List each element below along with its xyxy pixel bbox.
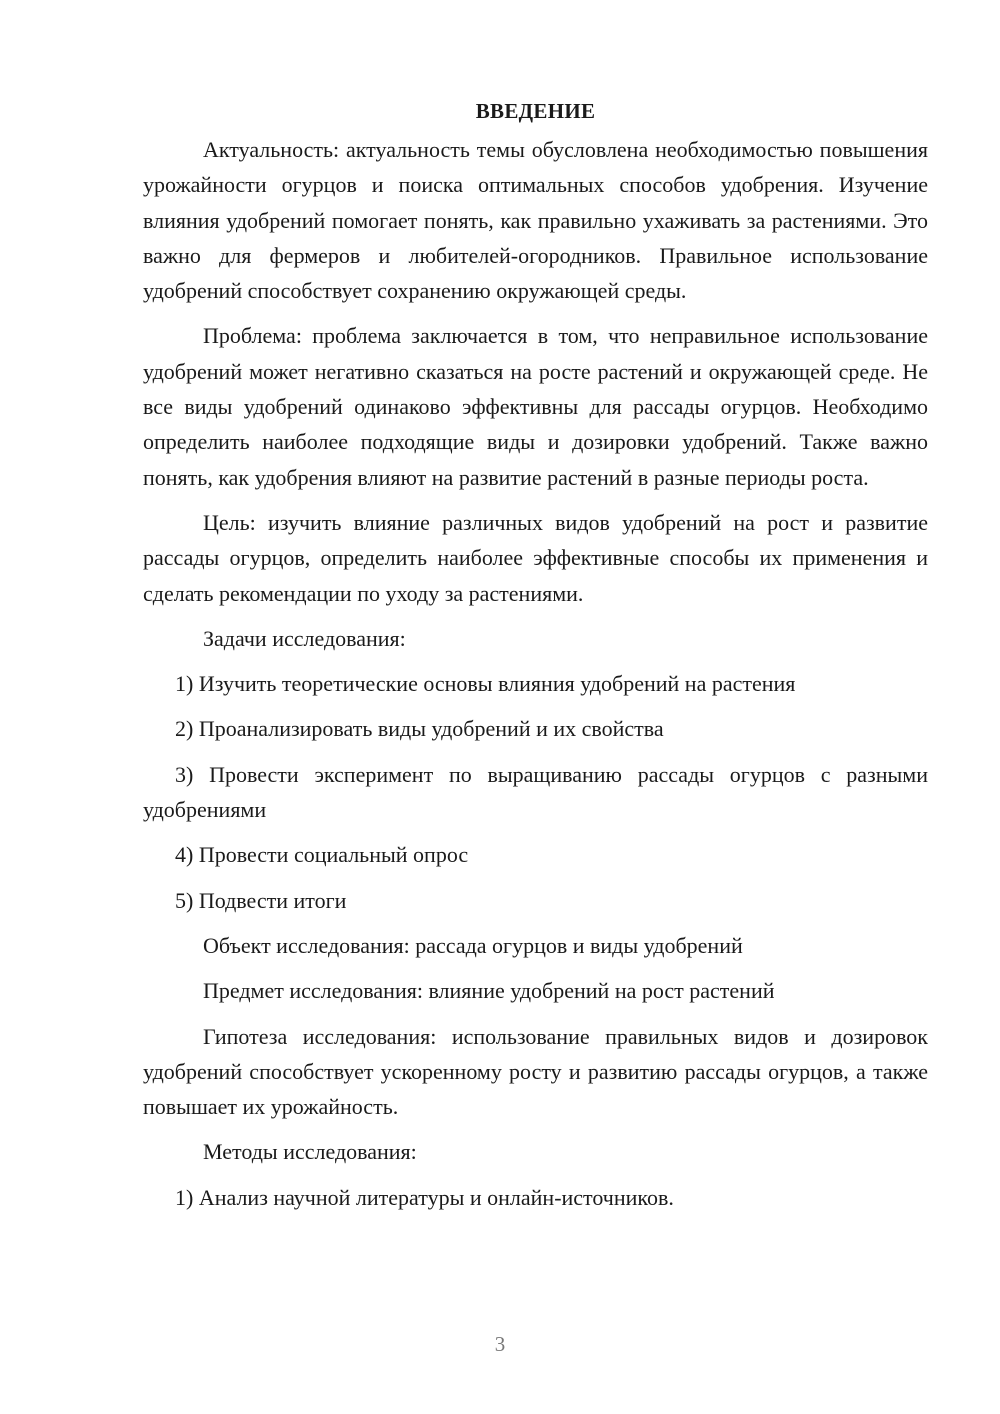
task-item: 4) Провести социальный опрос bbox=[175, 842, 469, 868]
method-item: 1) Анализ научной литературы и онлайн-источников. bbox=[175, 1184, 674, 1210]
section-title: ВВЕДЕНИЕ bbox=[475, 99, 596, 123]
paragraph-goal: Цель: изучить влияние различных видов удобрений на рост и развитие рассады огурцов, определить наиболее эффективные способы их применения и сделать рекомендации по уходу за растениями. bbox=[143, 509, 928, 606]
page-number: 3 bbox=[494, 1332, 506, 1356]
task-item: 2) Проанализировать виды удобрений и их свойства bbox=[175, 716, 664, 742]
research-hypothesis: Гипотеза исследования: использование правильных видов и дозировок удобрений способствует ускоренному росту и развитию рассады огурцов, а также повышает их урожайность. bbox=[143, 1023, 928, 1120]
document-page bbox=[143, 96, 928, 1225]
research-object: Объект исследования: рассада огурцов и виды удобрений bbox=[203, 932, 743, 958]
paragraph-relevance: Актуальность: актуальность темы обусловлена необходимостью повышения урожайности огурцов и поиска оптимальных способов удобрения. Изучение влияния удобрений помогает понять, как правильно ухаживать за растениями. Это важно для фермеров и любителей-огородников. Правильное использование удобрений способствует сохранению окружающей среды. bbox=[143, 137, 928, 304]
paragraph-problem: Проблема: проблема заключается в том, что неправильное использование удобрений может негативно сказаться на росте растений и окружающей среде. Не все виды удобрений одинаково эффективны для рассады огурцов. Необходимо определить наиболее подходящие виды и дозировки удобрений. Также важно понять, как удобрения влияют на развитие растений в разные периоды роста. bbox=[143, 323, 928, 490]
task-item: 5) Подвести итоги bbox=[175, 887, 347, 913]
research-subject: Предмет исследования: влияние удобрений на рост растений bbox=[203, 978, 775, 1004]
tasks-heading: Задачи исследования: bbox=[203, 625, 406, 651]
methods-heading: Методы исследования: bbox=[203, 1139, 417, 1165]
task-item: 1) Изучить теоретические основы влияния удобрений на растения bbox=[175, 671, 796, 697]
task-item: 3) Провести эксперимент по выращиванию рассады огурцов с разными удобрениями bbox=[143, 761, 928, 823]
